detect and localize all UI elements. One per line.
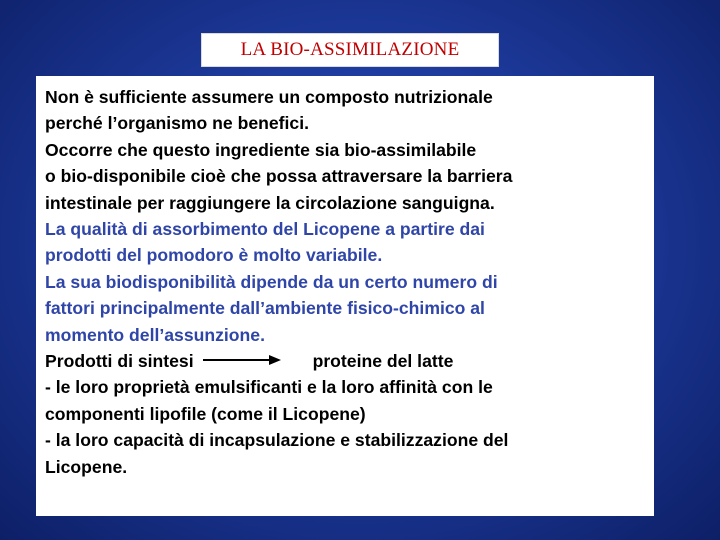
slide-title: LA BIO-ASSIMILAZIONE: [240, 39, 460, 60]
title-box: [201, 33, 499, 67]
arrow-line-right-text: proteine del latte: [312, 351, 454, 372]
highlight-line-3: La sua biodisponibilità dipende da un certo numero di: [45, 271, 498, 292]
highlight-line-2: prodotti del pomodoro è molto variabile.: [45, 245, 383, 266]
body-line-4: o bio-disponibile cioè che possa attraversare la barriera: [45, 166, 513, 187]
content-box: [36, 76, 654, 516]
body-line-3: Occorre che questo ingrediente sia bio-assimilabile: [45, 139, 477, 160]
closing-line-3: - la loro capacità di incapsulazione e stabilizzazione del: [45, 430, 509, 451]
highlight-line-1: La qualità di assorbimento del Licopene a partire dai: [45, 219, 485, 240]
closing-line-1: - le loro proprietà emulsificanti e la loro affinità con le: [45, 377, 493, 398]
body-line-2: perché l’organismo ne benefici.: [45, 113, 309, 134]
highlight-line-5: momento dell’assunzione.: [45, 324, 265, 345]
body-line-5: intestinale per raggiungere la circolazione sanguigna.: [45, 192, 495, 213]
highlight-line-4: fattori principalmente dall’ambiente fisico-chimico al: [45, 298, 485, 319]
body-line-1: Non è sufficiente assumere un composto nutrizionale: [45, 87, 493, 107]
closing-line-2: componenti lipofile (come il Licopene): [45, 403, 366, 424]
closing-line-4: Licopene.: [45, 456, 128, 477]
right-arrow-icon: [203, 354, 281, 366]
arrow-line-left-text: Prodotti di sintesi: [45, 351, 194, 372]
arrow-line: [45, 348, 654, 374]
